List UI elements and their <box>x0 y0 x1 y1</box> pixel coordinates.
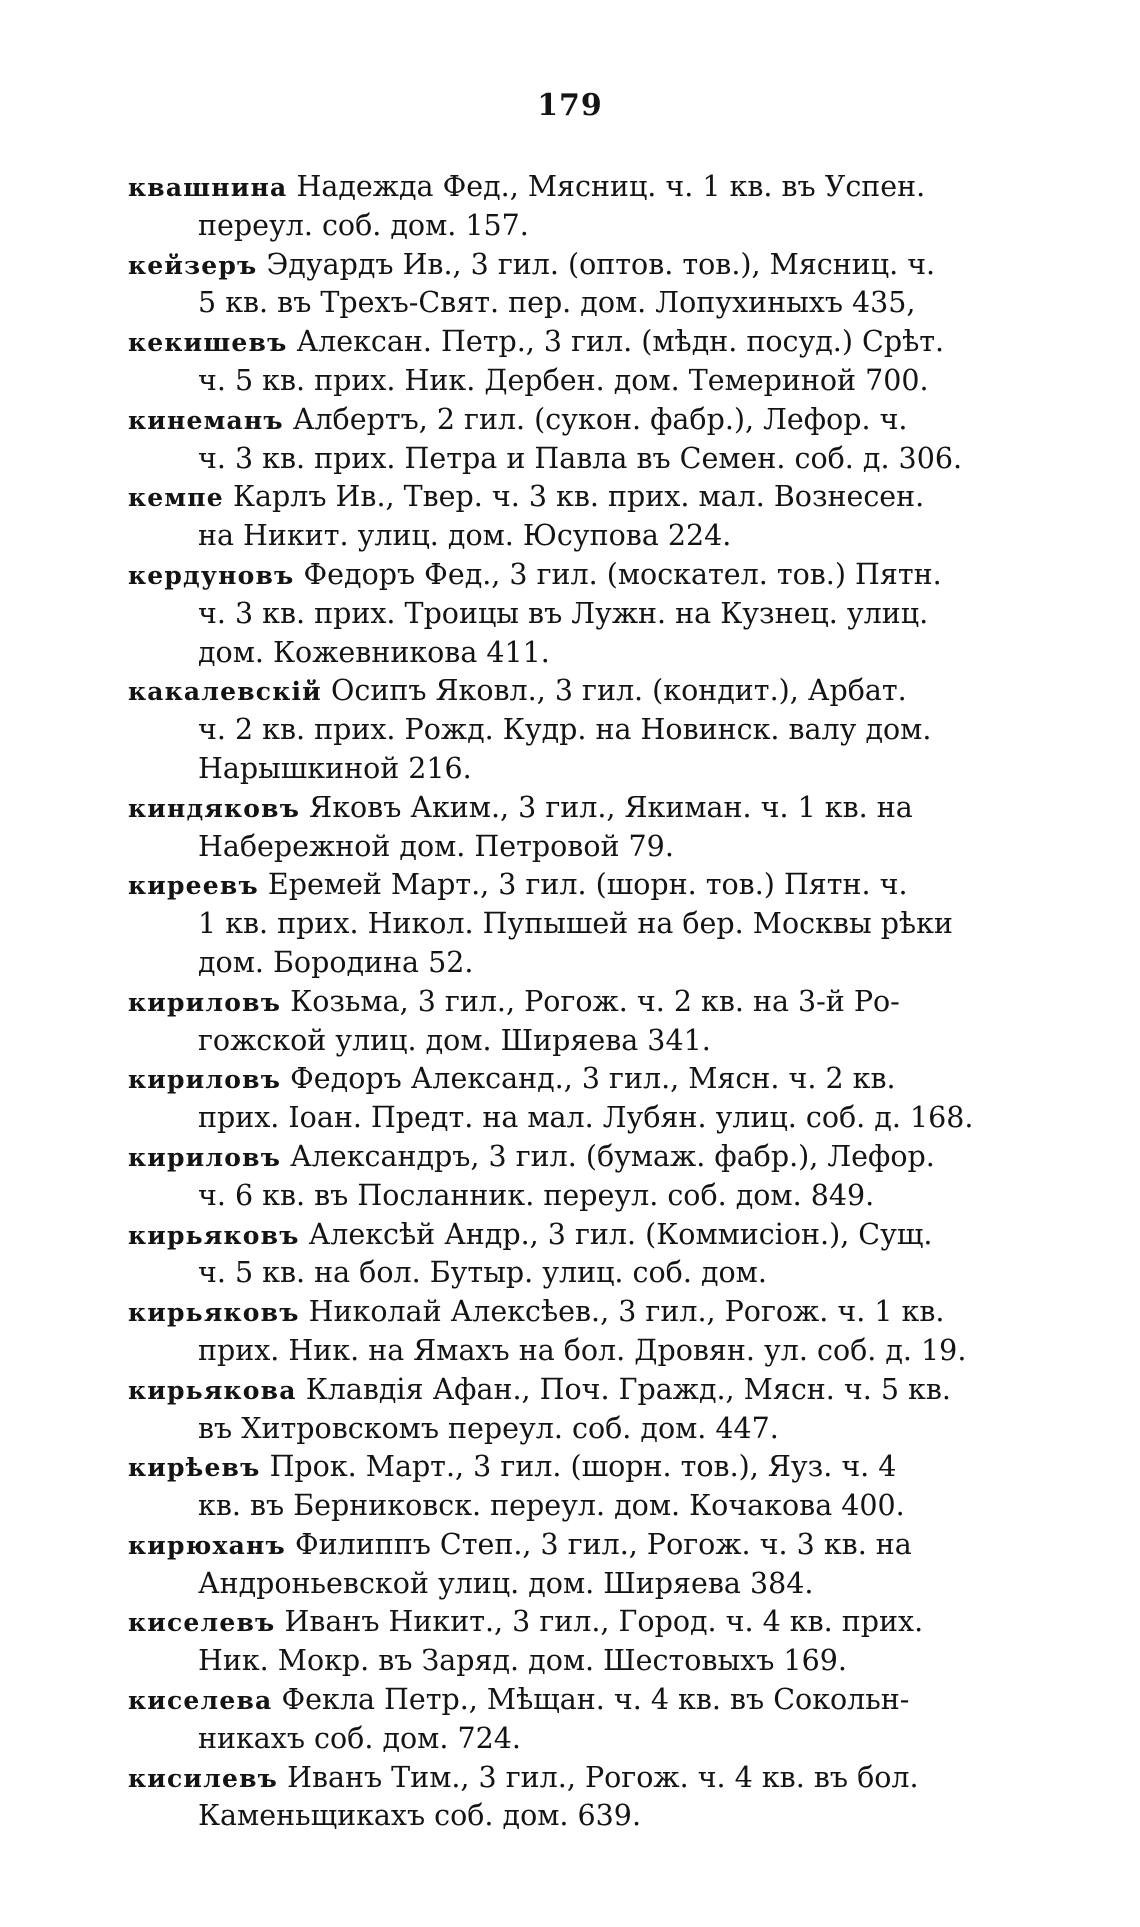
entry-surname: кемпе <box>128 483 224 513</box>
entry-surname: кирьяковъ <box>128 1298 300 1328</box>
directory-entry <box>128 1448 1018 1526</box>
directory-entry <box>128 1060 1018 1138</box>
entry-surname: кекишевъ <box>128 328 288 358</box>
directory-entry <box>128 401 1018 479</box>
directory-entry <box>128 789 1018 867</box>
entry-text: гожской улиц. дом. Ширяева 341. <box>198 1023 711 1057</box>
directory-entry <box>128 1371 1018 1449</box>
entry-surname: киндяковъ <box>128 793 301 823</box>
entry-text: Карлъ Ив., Твер. ч. 3 кв. прих. мал. Вознесен. <box>232 480 925 514</box>
entry-text: ч. 5 кв. прих. Ник. Дербен. дом. Темериной 700. <box>198 363 929 397</box>
entry-text: дом. Кожевникова 411. <box>198 635 550 669</box>
directory-entry <box>128 556 1018 672</box>
entry-text: ч. 3 кв. прих. Троицы въ Лужн. на Кузнец. улиц. <box>198 596 929 630</box>
entry-text: Клавдія Афан., Поч. Гражд., Мясн. ч. 5 кв. <box>305 1372 951 1406</box>
entry-text: 1 кв. прих. Никол. Пупышей на бер. Москвы рѣки <box>198 907 953 941</box>
entry-surname: кирьяковъ <box>128 1220 300 1250</box>
directory-entries <box>128 168 1018 1836</box>
entry-text: Каменьщикахъ соб. дом. 639. <box>198 1799 642 1833</box>
entry-text: Яковъ Аким., 3 гил., Якиман. ч. 1 кв. на <box>309 790 913 824</box>
entry-text: ч. 6 кв. въ Посланник. переул. соб. дом. 849. <box>198 1178 875 1212</box>
entry-text: переул. соб. дом. 157. <box>198 208 529 242</box>
entry-text: Николай Алексѣев., 3 гил., Рогож. ч. 1 кв. <box>308 1295 945 1329</box>
entry-text: дом. Бородина 52. <box>198 945 474 979</box>
entry-surname: кинеманъ <box>128 405 284 435</box>
entry-text: Эдуардъ Ив., 3 гил. (оптов. тов.), Мясниц. ч. <box>266 247 936 281</box>
entry-text: Козьма, 3 гил., Рогож. ч. 2 кв. на 3-й Ро- <box>290 984 900 1018</box>
entry-text: Осипъ Яковл., 3 гил. (кондит.), Арбат. <box>331 674 907 708</box>
directory-entry <box>128 323 1018 401</box>
entry-surname: какалевскій <box>128 677 322 707</box>
entry-text: ч. 3 кв. прих. Петра и Павла въ Семен. соб. д. 306. <box>198 441 963 475</box>
entry-text: Надежда Фед., Мясниц. ч. 1 кв. въ Успен. <box>296 170 926 203</box>
entry-text: ч. 5 кв. на бол. Бутыр. улиц. соб. дом. <box>198 1256 767 1290</box>
entry-surname: кирюханъ <box>128 1530 286 1560</box>
entry-text: Алексѣй Андр., 3 гил. (Коммисіон.), Сущ. <box>308 1217 933 1251</box>
entry-text: кв. въ Берниковск. переул. дом. Кочакова 400. <box>198 1489 905 1523</box>
entry-text: Нарышкиной 216. <box>198 751 472 785</box>
entry-text: въ Хитровскомъ переул. соб. дом. 447. <box>198 1411 779 1445</box>
entry-text: Федоръ Фед., 3 гил. (москател. тов.) Пятн. <box>303 557 942 591</box>
directory-entry <box>128 246 1018 324</box>
entry-text: Иванъ Тим., 3 гил., Рогож. ч. 4 кв. въ бол. <box>287 1760 919 1794</box>
entry-surname: квашнина <box>128 173 288 202</box>
entry-text: Федоръ Александ., 3 гил., Мясн. ч. 2 кв. <box>290 1062 896 1096</box>
entry-text: Александръ, 3 гил. (бумаж. фабр.), Лефор. <box>290 1139 935 1173</box>
entry-surname: кириловъ <box>128 1142 282 1172</box>
directory-entry <box>128 1603 1018 1681</box>
entry-text: никахъ соб. дом. 724. <box>198 1721 521 1755</box>
entry-text: Иванъ Никит., 3 гил., Город. ч. 4 кв. прих. <box>284 1605 924 1639</box>
entry-text: Прок. Март., 3 гил. (шорн. тов.), Яуз. ч. 4 <box>269 1450 897 1484</box>
entry-text: Филиппъ Степ., 3 гил., Рогож. ч. 3 кв. на <box>294 1527 912 1561</box>
entry-surname: кейзеръ <box>128 250 258 280</box>
entry-surname: кириловъ <box>128 987 282 1017</box>
entry-surname: киселева <box>128 1686 273 1716</box>
entry-text: Еремей Март., 3 гил. (шорн. тов.) Пятн. ч. <box>267 868 908 902</box>
entry-text: Ник. Мокр. въ Заряд. дом. Шестовыхъ 169. <box>198 1644 847 1678</box>
directory-entry <box>128 1216 1018 1294</box>
directory-entry <box>128 1138 1018 1216</box>
directory-entry <box>128 672 1018 788</box>
entry-text: прих. Іоан. Предт. на мал. Лубян. улиц. соб. д. 168. <box>198 1101 974 1135</box>
entry-text: Набережной дом. Петровой 79. <box>198 829 674 863</box>
page-number: 179 <box>537 88 603 123</box>
entry-text: прих. Ник. на Ямахъ на бол. Дровян. ул. соб. д. 19. <box>198 1333 967 1367</box>
directory-entry <box>128 478 1018 556</box>
entry-text: Алексан. Петр., 3 гил. (мѣдн. посуд.) Срѣт. <box>296 325 945 359</box>
directory-entry <box>128 983 1018 1061</box>
directory-entry <box>128 1526 1018 1604</box>
entry-surname: кирѣевъ <box>128 1453 261 1483</box>
directory-entry <box>128 866 1018 982</box>
entry-text: Фекла Петр., Мѣщан. ч. 4 кв. въ Сокольн- <box>281 1683 910 1717</box>
entry-text: Албертъ, 2 гил. (сукон. фабр.), Лефор. ч. <box>292 402 908 436</box>
directory-entry <box>128 1681 1018 1759</box>
entry-text: ч. 2 кв. прих. Рожд. Кудр. на Новинск. валу дом. <box>198 713 932 747</box>
entry-surname: кисилевъ <box>128 1763 279 1793</box>
entry-surname: киреевъ <box>128 871 259 901</box>
entry-text: Андроньевской улиц. дом. Ширяева 384. <box>198 1566 814 1600</box>
entry-surname: кириловъ <box>128 1065 282 1095</box>
entry-surname: киселевъ <box>128 1608 276 1638</box>
directory-entry <box>128 168 1018 246</box>
entry-surname: кирьякова <box>128 1375 297 1405</box>
entry-text: на Никит. улиц. дом. Юсупова 224. <box>198 519 732 553</box>
directory-entry <box>128 1759 1018 1837</box>
entry-text: 5 кв. въ Трехъ-Свят. пер. дом. Лопухиныхъ 435, <box>198 286 916 320</box>
entry-surname: кердуновъ <box>128 560 295 590</box>
directory-entry <box>128 1293 1018 1371</box>
